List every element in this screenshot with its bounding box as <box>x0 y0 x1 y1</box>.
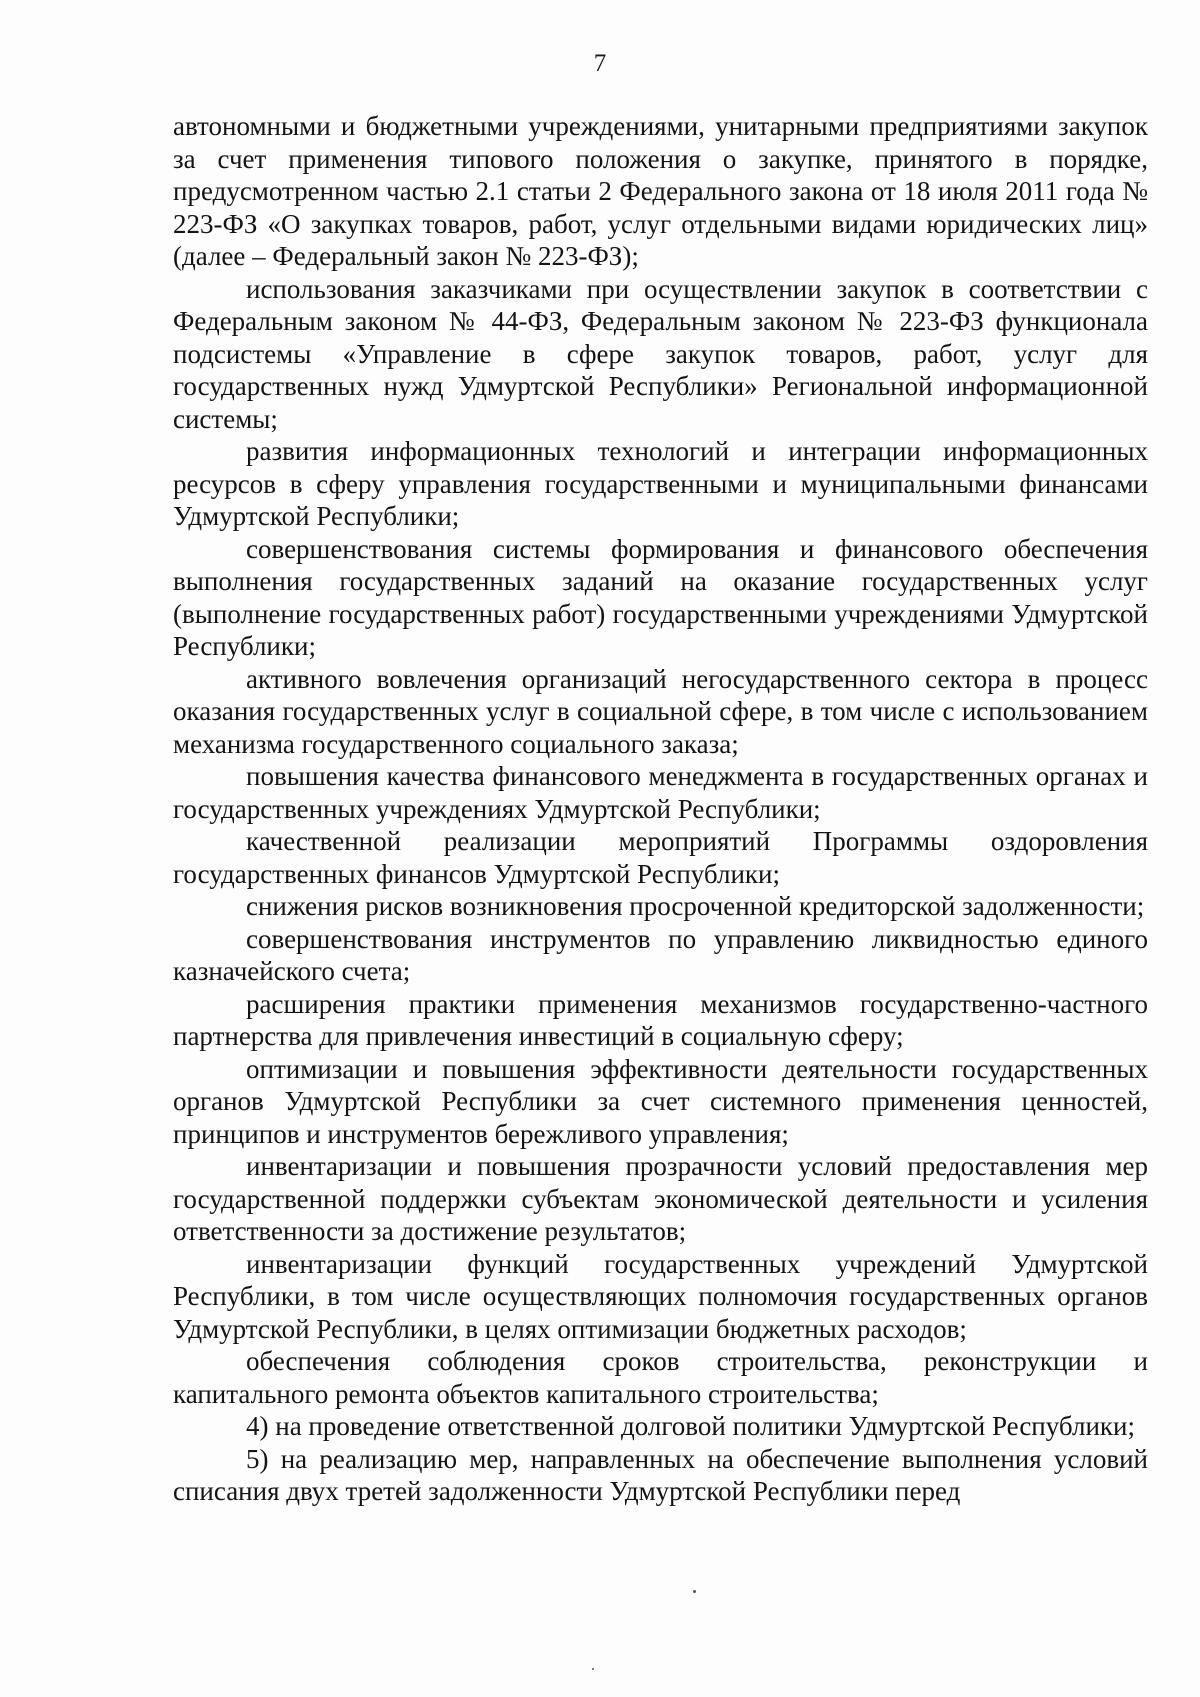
paragraph-state-assignments: совершенствования системы формирования и финансового обеспечения выполнения государственных заданий на оказание государственных услуг (выполнение государственных работ) государственными учреждениями Удмуртской Республики; <box>173 533 1148 661</box>
paragraph-procurement-functionality: использования заказчиками при осуществлении закупок в соответствии с Федеральным законом № 44-ФЗ, Федеральным законом № 223-ФЗ функционала подсистемы «Управление в сфере закупок товаров, работ, услуг для государственных нужд Удмуртской Республики» Региональной информационной системы; <box>173 273 1148 434</box>
paragraph-continuation: автономными и бюджетными учреждениями, унитарными предприятиями закупок за счет применения типового положения о закупке, принятого в порядке, предусмотренном частью 2.1 статьи 2 Федерального закона от 18 июля 2011 года № 223-ФЗ «О закупках товаров, работ, услуг отдельными видами юридических лиц» (далее – Федеральный закон № 223-ФЗ); <box>173 111 1148 271</box>
document-body <box>173 110 1148 1508</box>
paragraph-item-5-debt-write-off: 5) на реализацию мер, направленных на обеспечение выполнения условий списания двух третей задолженности Удмуртской Республики перед <box>173 1443 1148 1506</box>
paragraph-overdue-debt: снижения рисков возникновения просроченной кредиторской задолженности; <box>246 891 1145 921</box>
paragraph-treasury-liquidity: совершенствования инструментов по управлению ликвидностью единого казначейского счета; <box>173 923 1148 986</box>
paragraph-item-4-debt-policy: 4) на проведение ответственной долговой политики Удмуртской Республики; <box>246 1411 1135 1441</box>
paragraph-financial-management: повышения качества финансового менеджмента в государственных органах и государственных учреждениях Удмуртской Республики; <box>173 761 1148 824</box>
scan-speck <box>592 1668 594 1670</box>
paragraph-information-technologies: развития информационных технологий и интеграции информационных ресурсов в сферу управления государственными и муниципальными финансами Удмуртской Республики; <box>173 436 1148 531</box>
paragraph-lean-management: оптимизации и повышения эффективности деятельности государственных органов Удмуртской Республики за счет системного применения ценностей, принципов и инструментов бережливого управления; <box>173 1053 1148 1149</box>
paragraph-construction-deadlines: обеспечения соблюдения сроков строительства, реконструкции и капитального ремонта объектов капитального строительства; <box>173 1346 1148 1409</box>
page-number: 7 <box>593 50 607 77</box>
scan-speck <box>693 1590 696 1593</box>
paragraph-non-state-sector: активного вовлечения организаций негосударственного сектора в процесс оказания государственных услуг в социальной сфере, в том числе с использованием механизма государственного социального заказа; <box>173 663 1148 759</box>
paragraph-recovery-program: качественной реализации мероприятий Программы оздоровления государственных финансов Удмуртской Республики; <box>173 826 1148 889</box>
paragraph-institution-functions: инвентаризации функций государственных учреждений Удмуртской Республики, в том числе осуществляющих полномочия государственных органов Удмуртской Республики, в целях оптимизации бюджетных расходов; <box>173 1248 1148 1344</box>
paragraph-state-support-measures: инвентаризации и повышения прозрачности условий предоставления мер государственной поддержки субъектам экономической деятельности и усиления ответственности за достижение результатов; <box>173 1151 1148 1246</box>
paragraph-public-private-partnership: расширения практики применения механизмов государственно-частного партнерства для привлечения инвестиций в социальную сферу; <box>173 988 1148 1051</box>
